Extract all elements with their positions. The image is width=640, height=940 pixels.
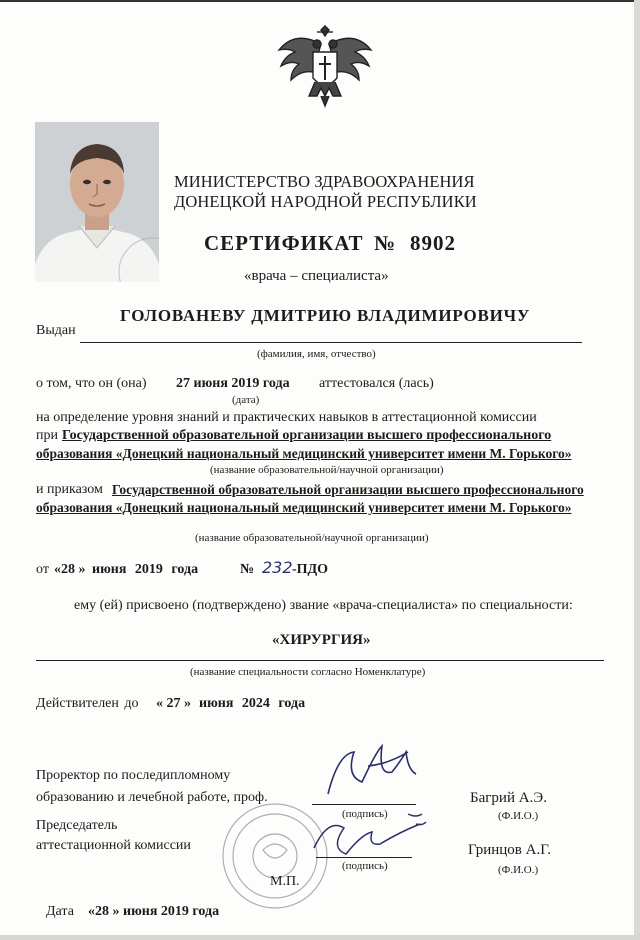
order-org-line2: образования «Донецкий национальный медицинский университет имени М. Горького»: [36, 500, 572, 515]
order-number-suffix: -ПДО: [292, 562, 329, 577]
chair-name: Гринцов А.Г.: [468, 842, 551, 858]
prorector-signature-line: [312, 804, 416, 805]
certificate-title: СЕРТИФИКАТ: [204, 231, 364, 255]
attestation-date-caption: (дата): [232, 394, 260, 406]
attestation-purpose: на определение уровня знаний и практических навыков в аттестационной комиссии: [36, 410, 537, 425]
holder-portrait-image: [35, 122, 159, 282]
attestation-suffix: аттестовался (лась): [319, 376, 434, 391]
order-number-sign: №: [240, 562, 255, 577]
validity-label: Действителен до: [36, 696, 139, 711]
attestation-org-line1: Государственной образовательной организации высшего профессионального: [62, 428, 552, 443]
attestation-date: 27 июня 2019 года: [176, 376, 290, 391]
prorector-fio-caption: (Ф.И.О.): [498, 810, 539, 822]
coat-of-arms-emblem: [275, 22, 375, 114]
order-number-handwritten: 232: [262, 558, 293, 577]
chair-signature-line: [316, 857, 412, 858]
certificate-subtitle: «врача – специалиста»: [244, 268, 389, 284]
page-border-top: [0, 0, 640, 2]
validity-month-year: июня 2024 года: [199, 696, 306, 711]
ministry-name-line2: ДОНЕЦКОЙ НАРОДНОЙ РЕСПУБЛИКИ: [174, 192, 477, 211]
order-day: «28 »: [54, 562, 86, 577]
scan-edge-bottom: [0, 935, 640, 940]
issue-date-label: Дата: [46, 904, 74, 919]
order-org-prefix: и приказом: [36, 482, 103, 497]
order-org-caption: (название образовательной/научной организации): [195, 532, 429, 544]
chair-title-line2: аттестационной комиссии: [36, 838, 191, 853]
chair-signature-caption: (подпись): [342, 860, 388, 872]
order-month-year: июня 2019 года: [92, 562, 199, 577]
name-caption: (фамилия, имя, отчество): [257, 348, 376, 360]
stamp-place-label: М.П.: [270, 874, 300, 889]
prorector-title-line2: образованию и лечебной работе, проф.: [36, 790, 268, 805]
specialty-underline: [36, 660, 604, 661]
attestation-prefix: о том, что он (она): [36, 376, 147, 391]
holder-photo: [35, 122, 159, 282]
specialty-name: «ХИРУРГИЯ»: [272, 632, 371, 648]
validity-day: « 27 »: [156, 696, 191, 711]
ministry-name-line1: МИНИСТЕРСТВО ЗДРАВООХРАНЕНИЯ: [174, 172, 475, 191]
attestation-org-prefix: при: [36, 428, 58, 443]
order-from-label: от: [36, 562, 49, 577]
chair-title-line1: Председатель: [36, 818, 118, 833]
issue-date-value: «28 » июня 2019 года: [88, 904, 220, 919]
prorector-handwritten-signature: [318, 738, 428, 808]
holder-full-name: ГОЛОВАНЕВУ ДМИТРИЮ ВЛАДИМИРОВИЧУ: [120, 306, 531, 325]
certificate-number: 8902: [410, 231, 456, 255]
prorector-name: Багрий А.Э.: [470, 790, 547, 806]
issued-label: Выдан: [36, 323, 76, 338]
chair-fio-caption: (Ф.И.О.): [498, 864, 539, 876]
prorector-signature-caption: (подпись): [342, 808, 388, 820]
name-underline: [80, 342, 582, 343]
specialty-caption: (название специальности согласно Номенклатуре): [190, 666, 426, 678]
order-org-line1: Государственной образовательной организации высшего профессионального: [112, 482, 584, 497]
certificate-number-sign: №: [374, 231, 397, 255]
attestation-org-line2: образования «Донецкий национальный медицинский университет имени М. Горького»: [36, 446, 572, 461]
prorector-title-line1: Проректор по последипломному: [36, 768, 231, 783]
attestation-org-caption: (название образовательной/научной организации): [210, 464, 444, 476]
scan-edge-right: [634, 0, 640, 940]
specialty-statement: ему (ей) присвоено (подтверждено) звание «врача-специалиста» по специальности:: [74, 598, 573, 613]
